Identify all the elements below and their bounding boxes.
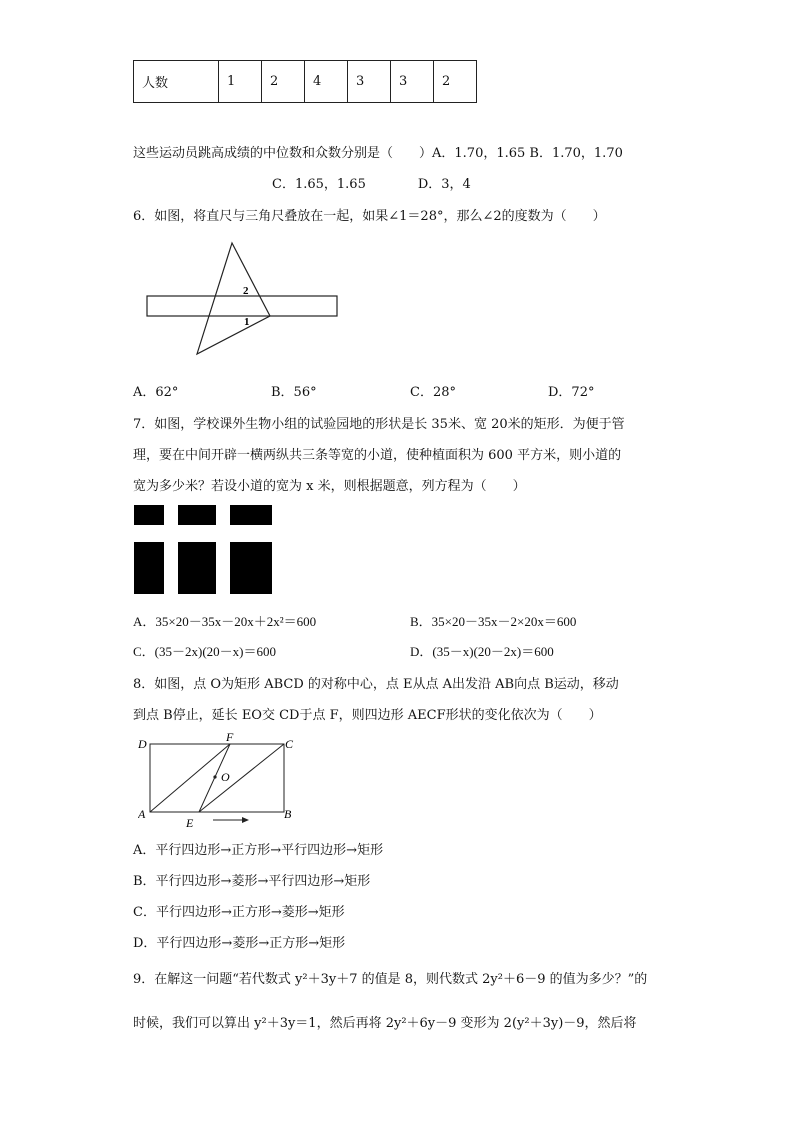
triangle-shape [197,243,270,354]
label-o: O [221,770,230,784]
label-f: F [226,730,234,744]
q8-option-d: D．平行四边形→菱形→正方形→矩形 [133,936,346,951]
q8-line1: 8．如图，点 O为矩形 ABCD 的对称中心，点 E从点 A出发沿 AB向点 B运动，移动 [133,677,619,692]
plot-block [230,505,272,525]
plot-block [178,505,216,525]
q7-option-c: C．(35－2x)(20－x)＝600 [133,644,276,659]
q8-option-a: A．平行四边形→正方形→平行四边形→矩形 [133,843,384,858]
q7-option-b: B．35×20－35x－2×20x＝600 [410,614,577,629]
table-cell: 4 [305,61,348,103]
label-e: E [186,816,194,830]
stats-table [133,60,477,103]
q6-option-d: D．72° [548,385,595,400]
q9-line2: 时候，我们可以算出 y²＋3y＝1，然后再将 2y²＋6y－9 变形为 2(y²＋3y)－9，然后将 [133,1016,637,1031]
table-row [134,61,477,103]
plot-block [178,542,216,594]
segment-af [150,744,230,812]
label-b: B [284,807,292,821]
rectangle-figure [138,730,308,830]
q6-option-b: B．56° [271,385,317,400]
table-header-cell: 人数 [134,61,219,103]
q7-option-a: A．35×20－35x－20x＋2x²＝600 [133,614,317,629]
segment-ec [199,744,284,812]
label-c: C [285,737,294,751]
center-point-o [213,775,216,778]
table-cell: 3 [348,61,391,103]
q8-line2: 到点 B停止，延长 EO交 CD于点 F，则四边形 AECF形状的变化依次为（ ） [133,708,602,723]
table-cell: 1 [219,61,262,103]
table-cell: 2 [262,61,305,103]
plot-block [230,542,272,594]
label-d: D [138,737,147,751]
q8-option-b: B．平行四边形→菱形→平行四边形→矩形 [133,874,371,889]
q8-option-c: C．平行四边形→正方形→菱形→矩形 [133,905,345,920]
q6-stem: 6．如图，将直尺与三角尺叠放在一起，如果∠1＝28°，那么∠2的度数为（ ） [133,209,606,224]
q6-option-c: C．28° [410,385,456,400]
rectangle-abcd [150,744,284,812]
angle-label-2: 2 [243,285,249,297]
ruler-shape [147,296,337,316]
label-a: A [138,807,146,821]
q7-line3: 宽为多少米？若设小道的宽为 x 米，则根据题意，列方程为（ ） [133,479,526,494]
angle-label-1: 1 [244,316,250,328]
plot-block [134,505,164,525]
q7-option-d: D．(35－x)(20－2x)＝600 [410,644,554,659]
q7-line1: 7．如图，学校课外生物小组的试验园地的形状是长 35米、宽 20米的矩形．为便于管 [133,417,625,432]
arrowhead-icon [242,817,249,823]
q5-stem: 这些运动员跳高成绩的中位数和众数分别是（ ）A．1.70，1.65 B．1.70，1.70 [133,146,623,161]
ruler-triangle-figure [140,236,350,361]
table-cell: 2 [434,61,477,103]
q7-line2: 理，要在中间开辟一横两纵共三条等宽的小道，使种植面积为 600 平方米，则小道的 [133,448,622,463]
q9-line1: 9．在解这一问题“若代数式 y²＋3y＋7 的值是 8，则代数式 2y²＋6－9 的值为多少？”的 [133,972,648,987]
plot-block [134,542,164,594]
table-cell: 3 [391,61,434,103]
q6-option-a: A．62° [133,385,179,400]
q5-options: C．1.65，1.65 D．3，4 [272,177,471,192]
